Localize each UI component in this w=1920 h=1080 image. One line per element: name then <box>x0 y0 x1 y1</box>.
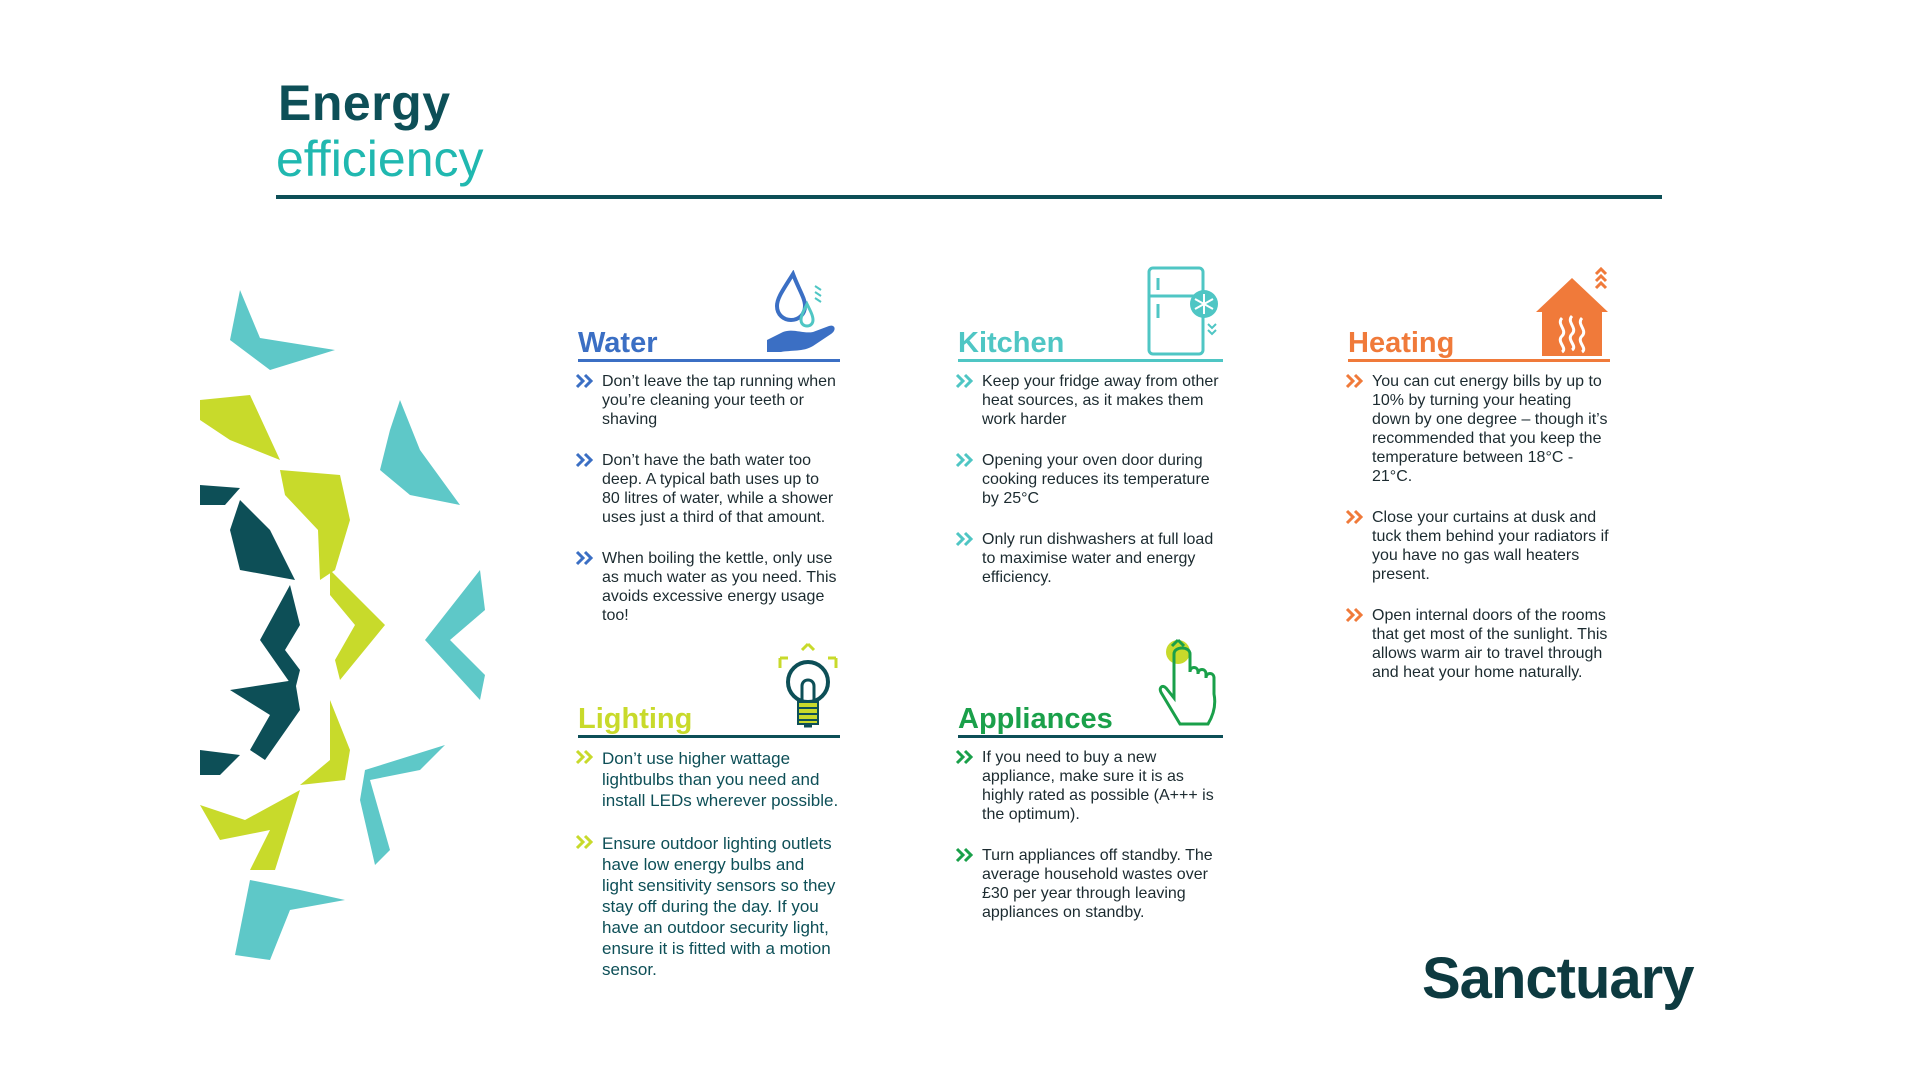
list-item <box>958 372 1223 429</box>
list-item-text: Opening your oven door during cooking reduces its temperature by 25°C <box>982 452 1210 507</box>
section-kitchen-items <box>958 372 1223 609</box>
section-heating-header <box>1348 272 1610 362</box>
list-item-text: Turn appliances off standby. The average household wastes over £30 per year through leaving appliances on standby. <box>982 847 1213 921</box>
list-item <box>958 748 1223 824</box>
double-chevron-icon <box>574 372 596 390</box>
list-item <box>578 748 840 811</box>
section-lighting-header <box>578 648 840 738</box>
page-title-line1: Energy <box>278 75 451 131</box>
list-item <box>958 846 1223 922</box>
list-item <box>958 451 1223 508</box>
double-chevron-icon <box>1344 372 1366 390</box>
double-chevron-icon <box>954 530 976 548</box>
title-divider <box>276 195 1662 199</box>
double-chevron-icon <box>574 549 596 567</box>
double-chevron-icon <box>954 451 976 469</box>
section-appliances-header <box>958 648 1223 738</box>
section-lighting-title: Lighting <box>578 703 693 735</box>
list-item <box>1348 606 1610 682</box>
list-item <box>578 549 840 625</box>
section-appliances-title: Appliances <box>958 703 1113 735</box>
double-chevron-icon <box>574 748 596 766</box>
list-item <box>1348 508 1610 584</box>
lightbulb-icon <box>776 642 840 734</box>
section-heating-items <box>1348 372 1610 704</box>
page-title-line2: efficiency <box>276 131 484 187</box>
water-drop-hand-icon <box>763 270 838 358</box>
double-chevron-icon <box>954 372 976 390</box>
pointing-hand-icon <box>1158 638 1222 734</box>
list-item-text: Keep your fridge away from other heat sources, as it makes them work harder <box>982 373 1219 428</box>
section-water-header <box>578 272 840 362</box>
section-lighting-items <box>578 748 840 1002</box>
sanctuary-logo: Sanctuary <box>1422 946 1694 1011</box>
section-water-title: Water <box>578 327 658 359</box>
list-item-text: Don’t leave the tap running when you’re cleaning your teeth or shaving <box>602 373 836 428</box>
list-item-text: When boiling the kettle, only use as much water as you need. This avoids excessive energy usage too! <box>602 550 837 624</box>
list-item <box>578 372 840 429</box>
list-item <box>578 451 840 527</box>
list-item-text: Open internal doors of the rooms that get most of the sunlight. This allows warm air to travel through and heat your home naturally. <box>1372 607 1608 681</box>
list-item-text: If you need to buy a new appliance, make sure it is as highly rated as possible (A+++ is the optimum). <box>982 749 1214 823</box>
double-chevron-icon <box>574 833 596 851</box>
section-appliances-items <box>958 748 1223 944</box>
double-chevron-icon <box>1344 508 1366 526</box>
section-appliances-rule <box>958 735 1223 738</box>
section-kitchen-title: Kitchen <box>958 327 1065 359</box>
section-lighting-rule <box>578 735 840 738</box>
heated-house-icon <box>1534 266 1610 358</box>
double-chevron-icon <box>1344 606 1366 624</box>
list-item-text: Don’t use higher wattage lightbulbs than you need and install LEDs wherever possible. <box>602 749 839 810</box>
list-item-text: Don’t have the bath water too deep. A typical bath uses up to 80 litres of water, while a shower uses just a third of that amount. <box>602 452 834 526</box>
double-chevron-icon <box>954 748 976 766</box>
section-heating-title: Heating <box>1348 327 1455 359</box>
fridge-icon <box>1146 266 1221 358</box>
section-water-rule <box>578 359 840 362</box>
section-heating-rule <box>1348 359 1610 362</box>
list-item-text: Ensure outdoor lighting outlets have low energy bulbs and light sensitivity sensors so they stay off during the day. If you have an outdoor security light, ensure it is fitted with a motion sensor. <box>602 834 836 979</box>
section-water-items <box>578 372 840 647</box>
section-kitchen-header <box>958 272 1223 362</box>
list-item <box>1348 372 1610 486</box>
list-item-text: Close your curtains at dusk and tuck them behind your radiators if you have no gas wall heaters present. <box>1372 509 1609 583</box>
list-item-text: You can cut energy bills by up to 10% by turning your heating down by one degree – though it’s recommended that you keep the temperature between 18°C - 21°C. <box>1372 373 1608 485</box>
section-kitchen-rule <box>958 359 1223 362</box>
decorative-chevrons <box>190 280 490 970</box>
list-item <box>578 833 840 980</box>
list-item <box>958 530 1223 587</box>
list-item-text: Only run dishwashers at full load to maximise water and energy efficiency. <box>982 531 1214 586</box>
chevron-shapes <box>200 290 485 960</box>
double-chevron-icon <box>574 451 596 469</box>
double-chevron-icon <box>954 846 976 864</box>
